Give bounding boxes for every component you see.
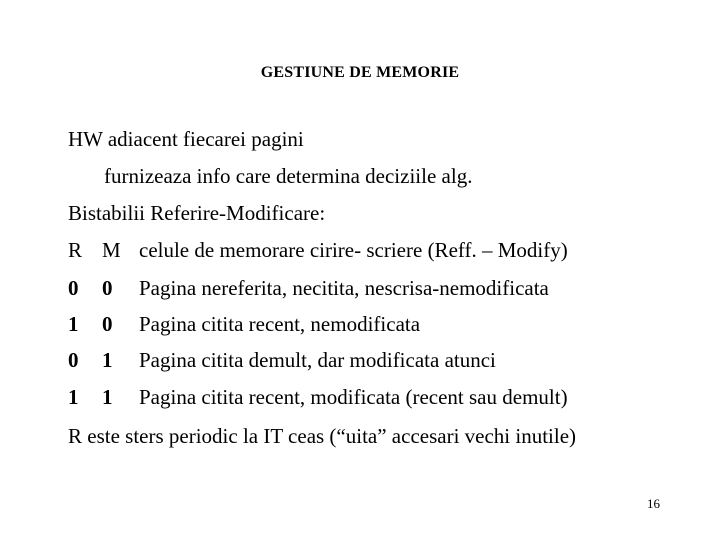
cell-desc: Pagina nereferita, necitita, nescrisa-nemodificata [139,276,549,300]
text-line-hw: HW adiacent fiecarei pagini [68,127,304,151]
text-line-furnizeaza: furnizeaza info care determina deciziile alg. [104,164,473,188]
cell-r: 1 [68,385,79,409]
text-line-bistabilii: Bistabilii Referire-Modificare: [68,201,326,225]
header-r: R [68,238,83,262]
header-m: M [102,238,121,262]
header-desc: celule de memorare cirire- scriere (Reff. – Modify) [139,238,568,262]
cell-r: 1 [68,312,79,336]
cell-desc: Pagina citita recent, nemodificata [139,312,421,336]
cell-m: 0 [102,312,113,336]
page-number: 16 [647,496,660,511]
cell-r: 0 [68,276,79,300]
cell-m: 0 [102,276,113,300]
cell-r: 0 [68,348,79,372]
cell-desc: Pagina citita recent, modificata (recent sau demult) [139,385,568,409]
slide-title: GESTIUNE DE MEMORIE [260,64,460,81]
cell-m: 1 [102,385,113,409]
cell-m: 1 [102,348,113,372]
text-line-footer: R este sters periodic la IT ceas (“uita” accesari vechi inutile) [68,424,577,448]
cell-desc: Pagina citita demult, dar modificata atunci [139,348,496,372]
